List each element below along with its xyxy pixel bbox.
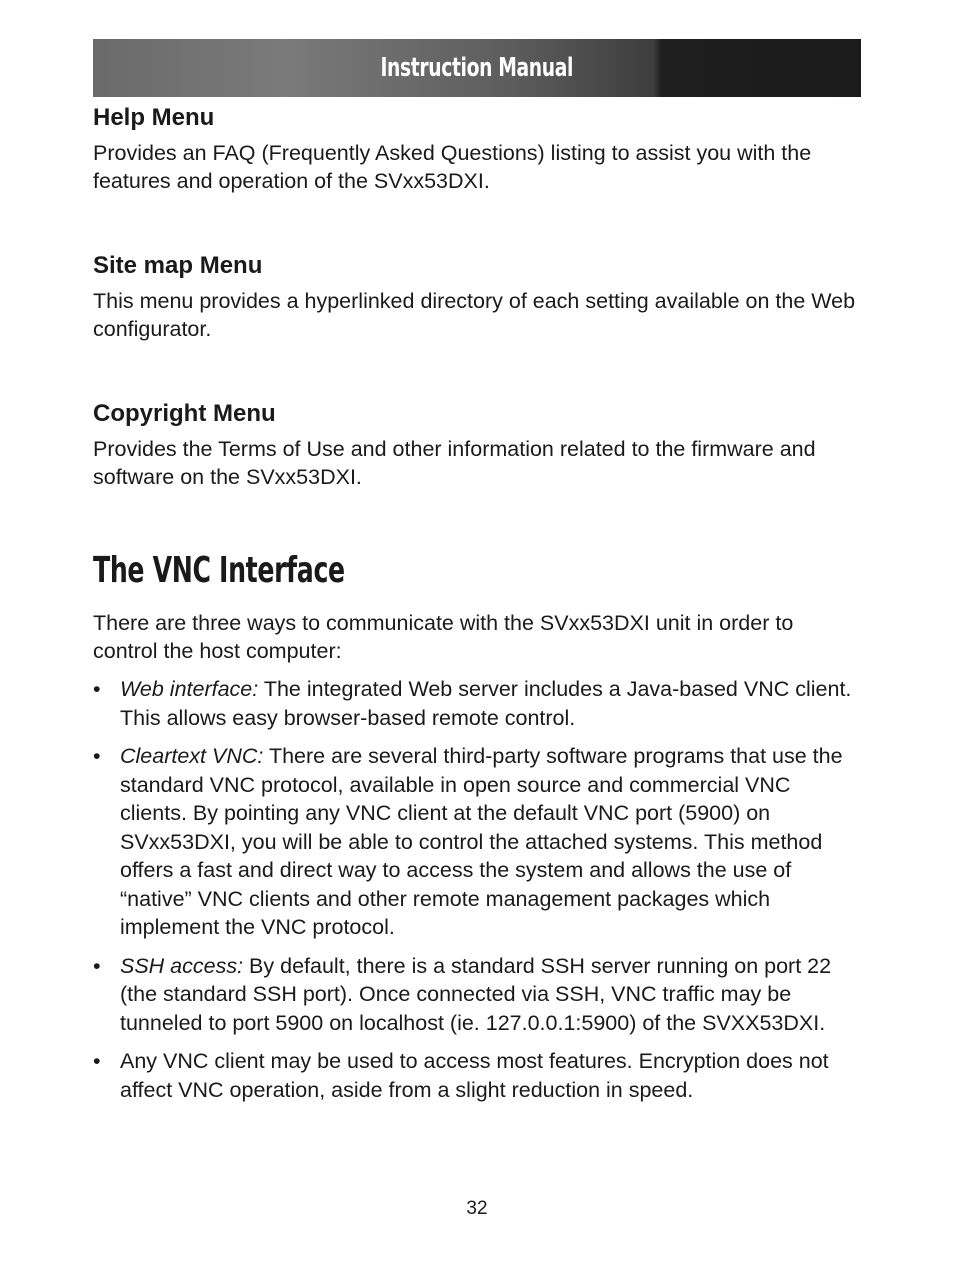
vnc-interface-section [93,547,863,1104]
bullet-icon: • [93,1049,101,1073]
header-title: Instruction Manual [380,53,574,83]
bullet-term: Web interface: [120,677,259,701]
site-map-menu-section [93,249,863,343]
copyright-menu-section [93,397,863,491]
header-bar [93,39,861,97]
bullet-icon: • [93,953,101,978]
bullet-term: Cleartext VNC: [120,744,264,768]
help-menu-section [93,101,863,195]
section-text-site-map: This menu provides a hyperlinked directory of each setting available on the Web configurator. [93,289,856,341]
section-text-copyright: Provides the Terms of Use and other information related to the firmware and software on the SVxx53DXI. [93,437,816,489]
section-heading-site-map: Site map Menu [93,252,263,279]
bullet-icon: • [93,677,101,701]
section-text-help: Provides an FAQ (Frequently Asked Questions) listing to assist you with the features and operation of the SVxx53DXI. [93,141,812,193]
bullet-term: SSH access: [120,953,244,978]
page-content [93,100,863,1104]
page-number: 32 [466,1198,488,1219]
vnc-intro: There are three ways to communicate with the SVxx53DXI unit in order to control the host computer: [93,611,794,663]
bullet-icon: • [93,744,101,768]
bullet-text: The integrated Web server includes a Java-based VNC client. This allows easy browser-based remote control. [120,677,852,730]
vnc-title: The VNC Interface [93,550,345,591]
list-item [93,1047,863,1104]
section-heading-help: Help Menu [93,104,215,131]
section-heading-copyright: Copyright Menu [93,400,276,427]
bullet-text: Any VNC client may be used to access most features. Encryption does not affect VNC operation, aside from a slight reduction in speed. [120,1049,829,1102]
bullet-text: By default, there is a standard SSH server running on port 22 (the standard SSH port). Once connected via SSH, VNC traffic may be tunneled to port 5900 on localhost (ie. 127.0.0.1:5900) of the SVXX53DXI. [120,953,832,1035]
bullet-text: There are several third-party software programs that use the standard VNC protocol, available in open source and commercial VNC clients. By pointing any VNC client at the default VNC port (5900) on SVxx53DXI, you will be able to control the attached systems. This method offers a fast and direct way to access the system and allows the use of “native” VNC clients and other remote management packages which implement the VNC protocol. [120,744,843,939]
list-item [93,952,863,1038]
vnc-bullet-list [93,675,863,1104]
list-item [93,742,863,942]
list-item [93,675,863,732]
